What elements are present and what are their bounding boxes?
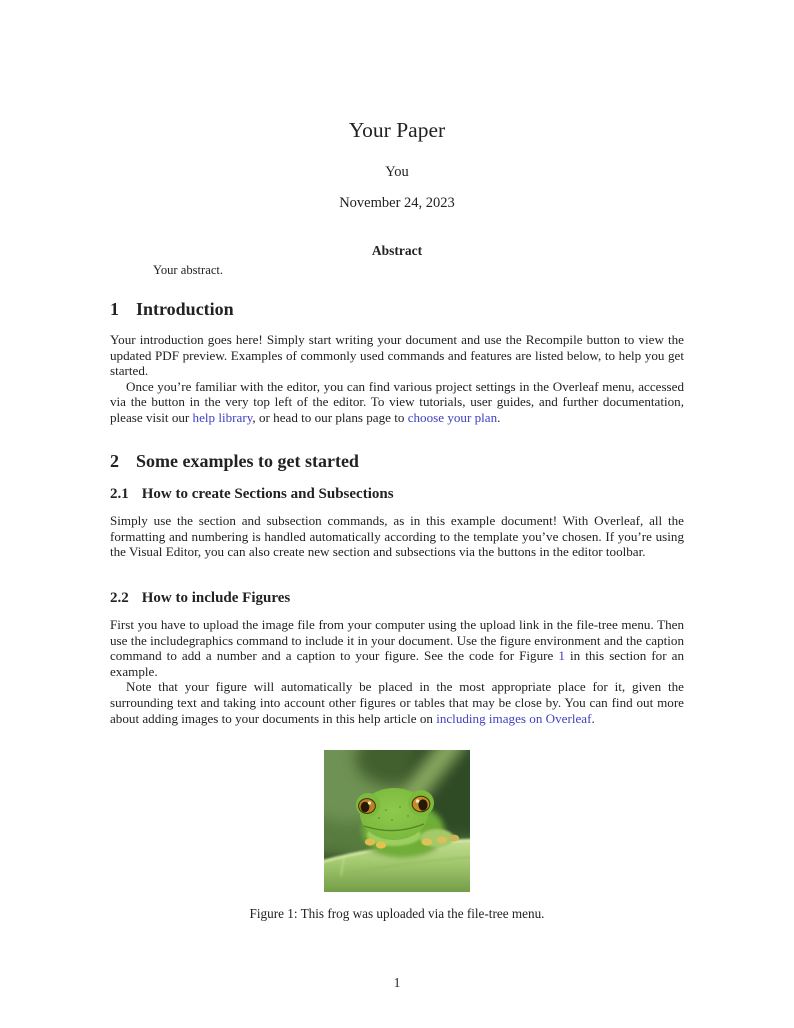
choose-your-plan-link[interactable]: choose your plan (407, 409, 498, 425)
paragraph-text: First you have to upload the image file from your computer using the upload link in the file-tree menu. Then use the includegraphics command to include it in your document. Use the figure environment and the caption command to add a number and a caption to your figure. See the code for Figure (110, 617, 684, 664)
section-heading-examples (110, 451, 684, 472)
paragraph-text: , or head to our plans page to (252, 409, 408, 425)
subsection-number: 2.2 (110, 590, 129, 606)
subsection-2-1-body (110, 513, 684, 560)
section-1-body (110, 332, 684, 426)
paragraph (110, 679, 684, 726)
paper-title: Your Paper (348, 118, 446, 142)
paragraph-text: Once you’re familiar with the editor, you can find various project settings in the Overleaf menu, accessed via the button in the very top left of the editor. To view tutorials, user guides, and further documentation, please visit our (110, 378, 684, 425)
paragraph (110, 379, 684, 426)
paragraph-text: . (591, 710, 595, 726)
figure-1-reference-link[interactable]: 1 (558, 648, 565, 664)
page-number: 1 (393, 975, 401, 990)
subsection-number: 2.1 (110, 486, 129, 502)
subsection-heading-figures (110, 590, 684, 607)
paragraph (110, 513, 684, 560)
frog-photo-image (324, 750, 470, 892)
subsection-title: How to include Figures (141, 590, 291, 606)
section-number: 2 (110, 451, 119, 471)
paper-author: You (385, 164, 409, 180)
section-number: 1 (110, 299, 119, 319)
paragraph-text: Note that your figure will automatically be placed in the most appropriate place for it, given the surrounding text and taking into account other figures or tables that may be close by. You can find out more about adding images to your documents in this help article on (110, 679, 684, 726)
paragraph (110, 332, 684, 379)
paragraph-text: . (497, 409, 501, 425)
abstract-heading: Abstract (371, 243, 423, 258)
paragraph-text: in this section for an example. (110, 648, 685, 679)
paragraph-text: Simply use the section and subsection commands, as in this example document! With Overleaf, all the formatting and numbering is handled automatically according to the template you’ve chosen. If you’re using the Visual Editor, you can also create new section and subsections via the buttons in the editor toolbar. (110, 513, 684, 560)
frog-photo (324, 750, 470, 892)
abstract-text: Your abstract. (153, 263, 224, 277)
subsection-2-2-body (110, 617, 684, 726)
section-title: Introduction (136, 299, 234, 319)
figure-caption: Figure 1: This frog was uploaded via the file-tree menu. (249, 906, 545, 921)
paper-date: November 24, 2023 (339, 195, 455, 211)
section-title: Some examples to get started (136, 451, 359, 471)
subsection-heading-sections (110, 486, 684, 503)
help-library-link[interactable]: help library (192, 409, 253, 425)
paragraph-text: Your introduction goes here! Simply start writing your document and use the Recompile button to view the updated PDF preview. Examples of commonly used commands and features are listed below, to help you get started. (110, 332, 684, 379)
subsection-title: How to create Sections and Subsections (141, 486, 394, 502)
including-images-link[interactable]: including images on Overleaf (436, 710, 592, 726)
paragraph (110, 617, 684, 679)
section-heading-introduction (110, 299, 684, 320)
